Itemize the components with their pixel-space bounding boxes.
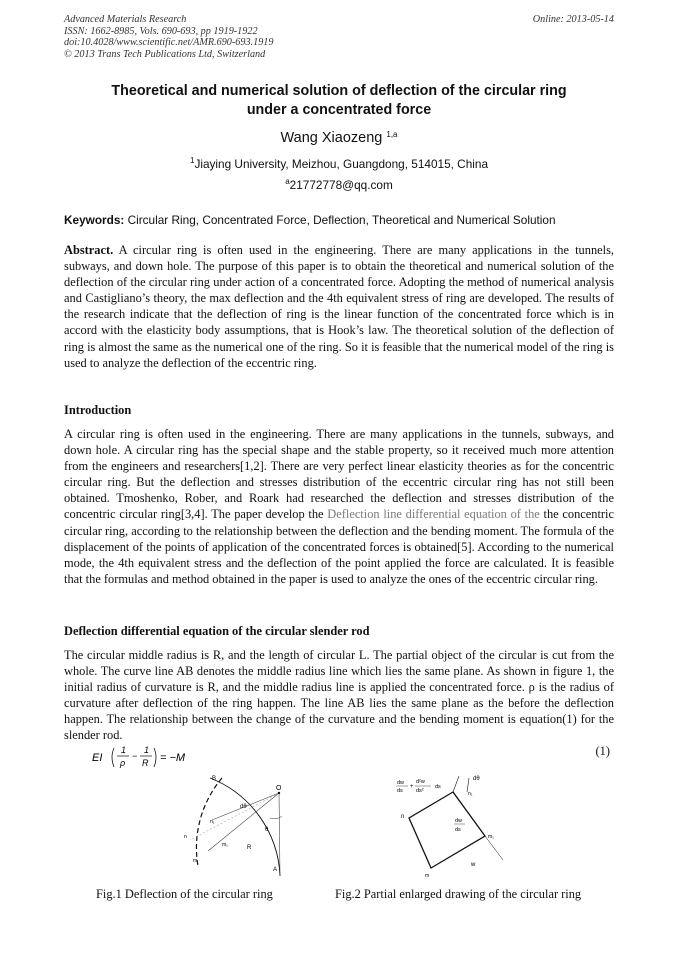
- eq-R: R: [142, 758, 149, 768]
- fig1-label-A: A: [273, 867, 278, 873]
- title-line-2: under a concentrated force: [246, 102, 432, 118]
- affiliation-sup: 1: [189, 156, 195, 165]
- keywords-text: Circular Ring, Concentrated Force, Deflection, Theoretical and Numerical Solution: [127, 213, 556, 227]
- intro-gray-text: Deflection line differential equation of the: [327, 507, 540, 522]
- fig2-tick-line-2: [467, 778, 469, 792]
- author-email: [64, 178, 614, 192]
- abstract-label: Abstract.: [64, 243, 114, 257]
- keywords-label: Keywords:: [64, 213, 125, 227]
- eq-rhs: = −M: [160, 752, 186, 764]
- figure-2: [395, 770, 520, 882]
- fig2-label-ds2: ds²: [416, 788, 424, 794]
- fig2-label-d2w: d²w: [416, 779, 425, 785]
- fig1-label-m: m: [193, 858, 198, 864]
- fig1-label-n: n: [184, 834, 187, 840]
- fig2-label-dw-2: dw: [455, 818, 463, 824]
- fig2-label-n1: n₁: [468, 791, 473, 797]
- fig2-label-plus: +: [410, 784, 414, 790]
- eq-one-a: 1: [121, 745, 127, 755]
- figure-1: [170, 768, 300, 880]
- fig2-label-w: w: [471, 862, 476, 868]
- fig1-label-R: R: [247, 845, 252, 851]
- eq-one-b: 1: [144, 745, 150, 755]
- equation-number: (1): [595, 744, 610, 758]
- abstract: [64, 242, 614, 371]
- deflection-text: The circular middle radius is R, and the length of circular L. The partial object of the circular is cut from the whole. The curve line AB denotes the middle radius line which lies the same plane. As shown in figure 1, the initial radius of curvature is R, and the middle radius line is applied the concentrated force. ρ is the radius of curvature after deflection of the ring happen. The line AB lies the same plane as the before the deflection happen. The relationship between the change of the curvature and the bending moment is equation(1) for the slender rod.: [64, 648, 614, 743]
- copyright-line: © 2013 Trans Tech Publications Ltd, Switzerland: [64, 48, 266, 60]
- fig2-label-dw: dw: [397, 780, 405, 786]
- deflection-heading: Deflection differential equation of the circular slender rod: [64, 624, 370, 638]
- fig1-radius-line-2: [208, 793, 279, 851]
- fig2-element-outline: [409, 792, 485, 868]
- keywords: [64, 213, 616, 227]
- eq-EI: EI: [92, 752, 103, 764]
- fig1-label-m1: m₁: [222, 842, 228, 848]
- online-date: Online: 2013-05-14: [532, 14, 614, 25]
- fig1-theta-arc: [270, 816, 282, 819]
- fig2-label-n: n: [401, 814, 405, 820]
- affiliation-text: Jiaying University, Meizhou, Guangdong, 514015, China: [194, 157, 489, 171]
- email-sup: a: [285, 177, 290, 186]
- intro-part-2: the concentric circular ring, according to the relationship between the deflection and the bending moment. The formula of the displacement of the points of application of the concentrated forces is obtained[5]. According to the numerical mode, the 4th equivalent stress and the deflection of the point applied the force are calculated. It is feasible that the formulas and method obtained in the paper is used to analyze the ones of the eccentric circular ring.: [64, 507, 614, 586]
- intro-part-1: A circular ring is often used in the engineering. There are many applications in the tunnels, subways, and down hole. A circular ring has the special shape and the stable property, so it received much more attention from the engineers and researchers[1,2]. There are very perfect linear elasticity theories as for the concentric circular ring. But the deflection and stresses distribution of the eccentric circular ring has not still been obtained. Tmoshenko, Rober, and Roark had researched the deflection and stresses distribution of the concentric circular ring[3,4]. The paper develop the: [64, 427, 614, 522]
- fig1-ring-arc: [210, 778, 280, 876]
- affiliation: [64, 157, 614, 171]
- fig2-label-ds-3: ds: [455, 827, 461, 833]
- eq-minus: −: [132, 751, 138, 761]
- introduction-text: [64, 426, 614, 587]
- doi-line: doi:10.4028/www.scientific.net/AMR.690-693.1919: [64, 37, 274, 48]
- fig2-label-dtheta: dθ: [473, 776, 480, 782]
- author-sup: 1,a: [386, 130, 398, 139]
- abstract-text: A circular ring is often used in the engineering. There are many applications in the tunnels, subways, and down hole. The purpose of this paper is to obtain the theoretical and numerical solution of the deflection of the circular ring under action of a concentrated force. Adopting the method of numerical analysis and Castigliano’s theory, the max deflection and the 4th equivalent stress of ring are developed. The results of the research indicate that the deflection of ring is the linear function of the concentrated force which is in accord with the elasticity body assumptions, that is Hook’s law. The theoretical solution of the deflection of ring is almost the same as the numerical one of the ring. So it is feasible that the numerical model of the ring is used to analyze the deflection of the eccentric ring.: [64, 243, 615, 370]
- eq-left-paren: [112, 748, 114, 767]
- title-line-1: Theoretical and numerical solution of deflection of the circular ring: [111, 83, 567, 99]
- email-text: 21772778@qq.com: [289, 178, 393, 192]
- fig1-center-point: [278, 792, 280, 794]
- eq-right-paren: [154, 748, 156, 767]
- fig1-caption: Fig.1 Deflection of the circular ring: [96, 887, 273, 901]
- journal-name: Advanced Materials Research: [64, 14, 187, 25]
- fig2-label-ds: ds: [397, 788, 403, 794]
- fig2-label-ds-small: ds: [435, 784, 441, 790]
- fig2-caption: Fig.2 Partial enlarged drawing of the circular ring: [335, 887, 582, 901]
- fig2-label-m1: m₁: [488, 834, 494, 840]
- journal-header: [64, 14, 273, 60]
- author-name: Wang Xiaozeng: [280, 130, 383, 146]
- fig2-label-m: m: [425, 873, 430, 879]
- author: [64, 130, 614, 146]
- fig1-label-n1: n₁: [210, 819, 215, 825]
- fig1-label-O: O: [276, 785, 282, 792]
- eq-rho: ρ: [120, 758, 126, 768]
- issn-line: ISSN: 1662-8985, Vols. 690-693, pp 1919-1922: [64, 25, 258, 37]
- fig1-label-theta: θ: [265, 827, 269, 833]
- introduction-heading: Introduction: [64, 403, 132, 417]
- paper-title: [64, 82, 614, 120]
- fig2-tick-line-1: [453, 776, 459, 792]
- fig1-label-dtheta: dθ: [240, 804, 247, 810]
- fig1-label-B: B: [212, 776, 217, 782]
